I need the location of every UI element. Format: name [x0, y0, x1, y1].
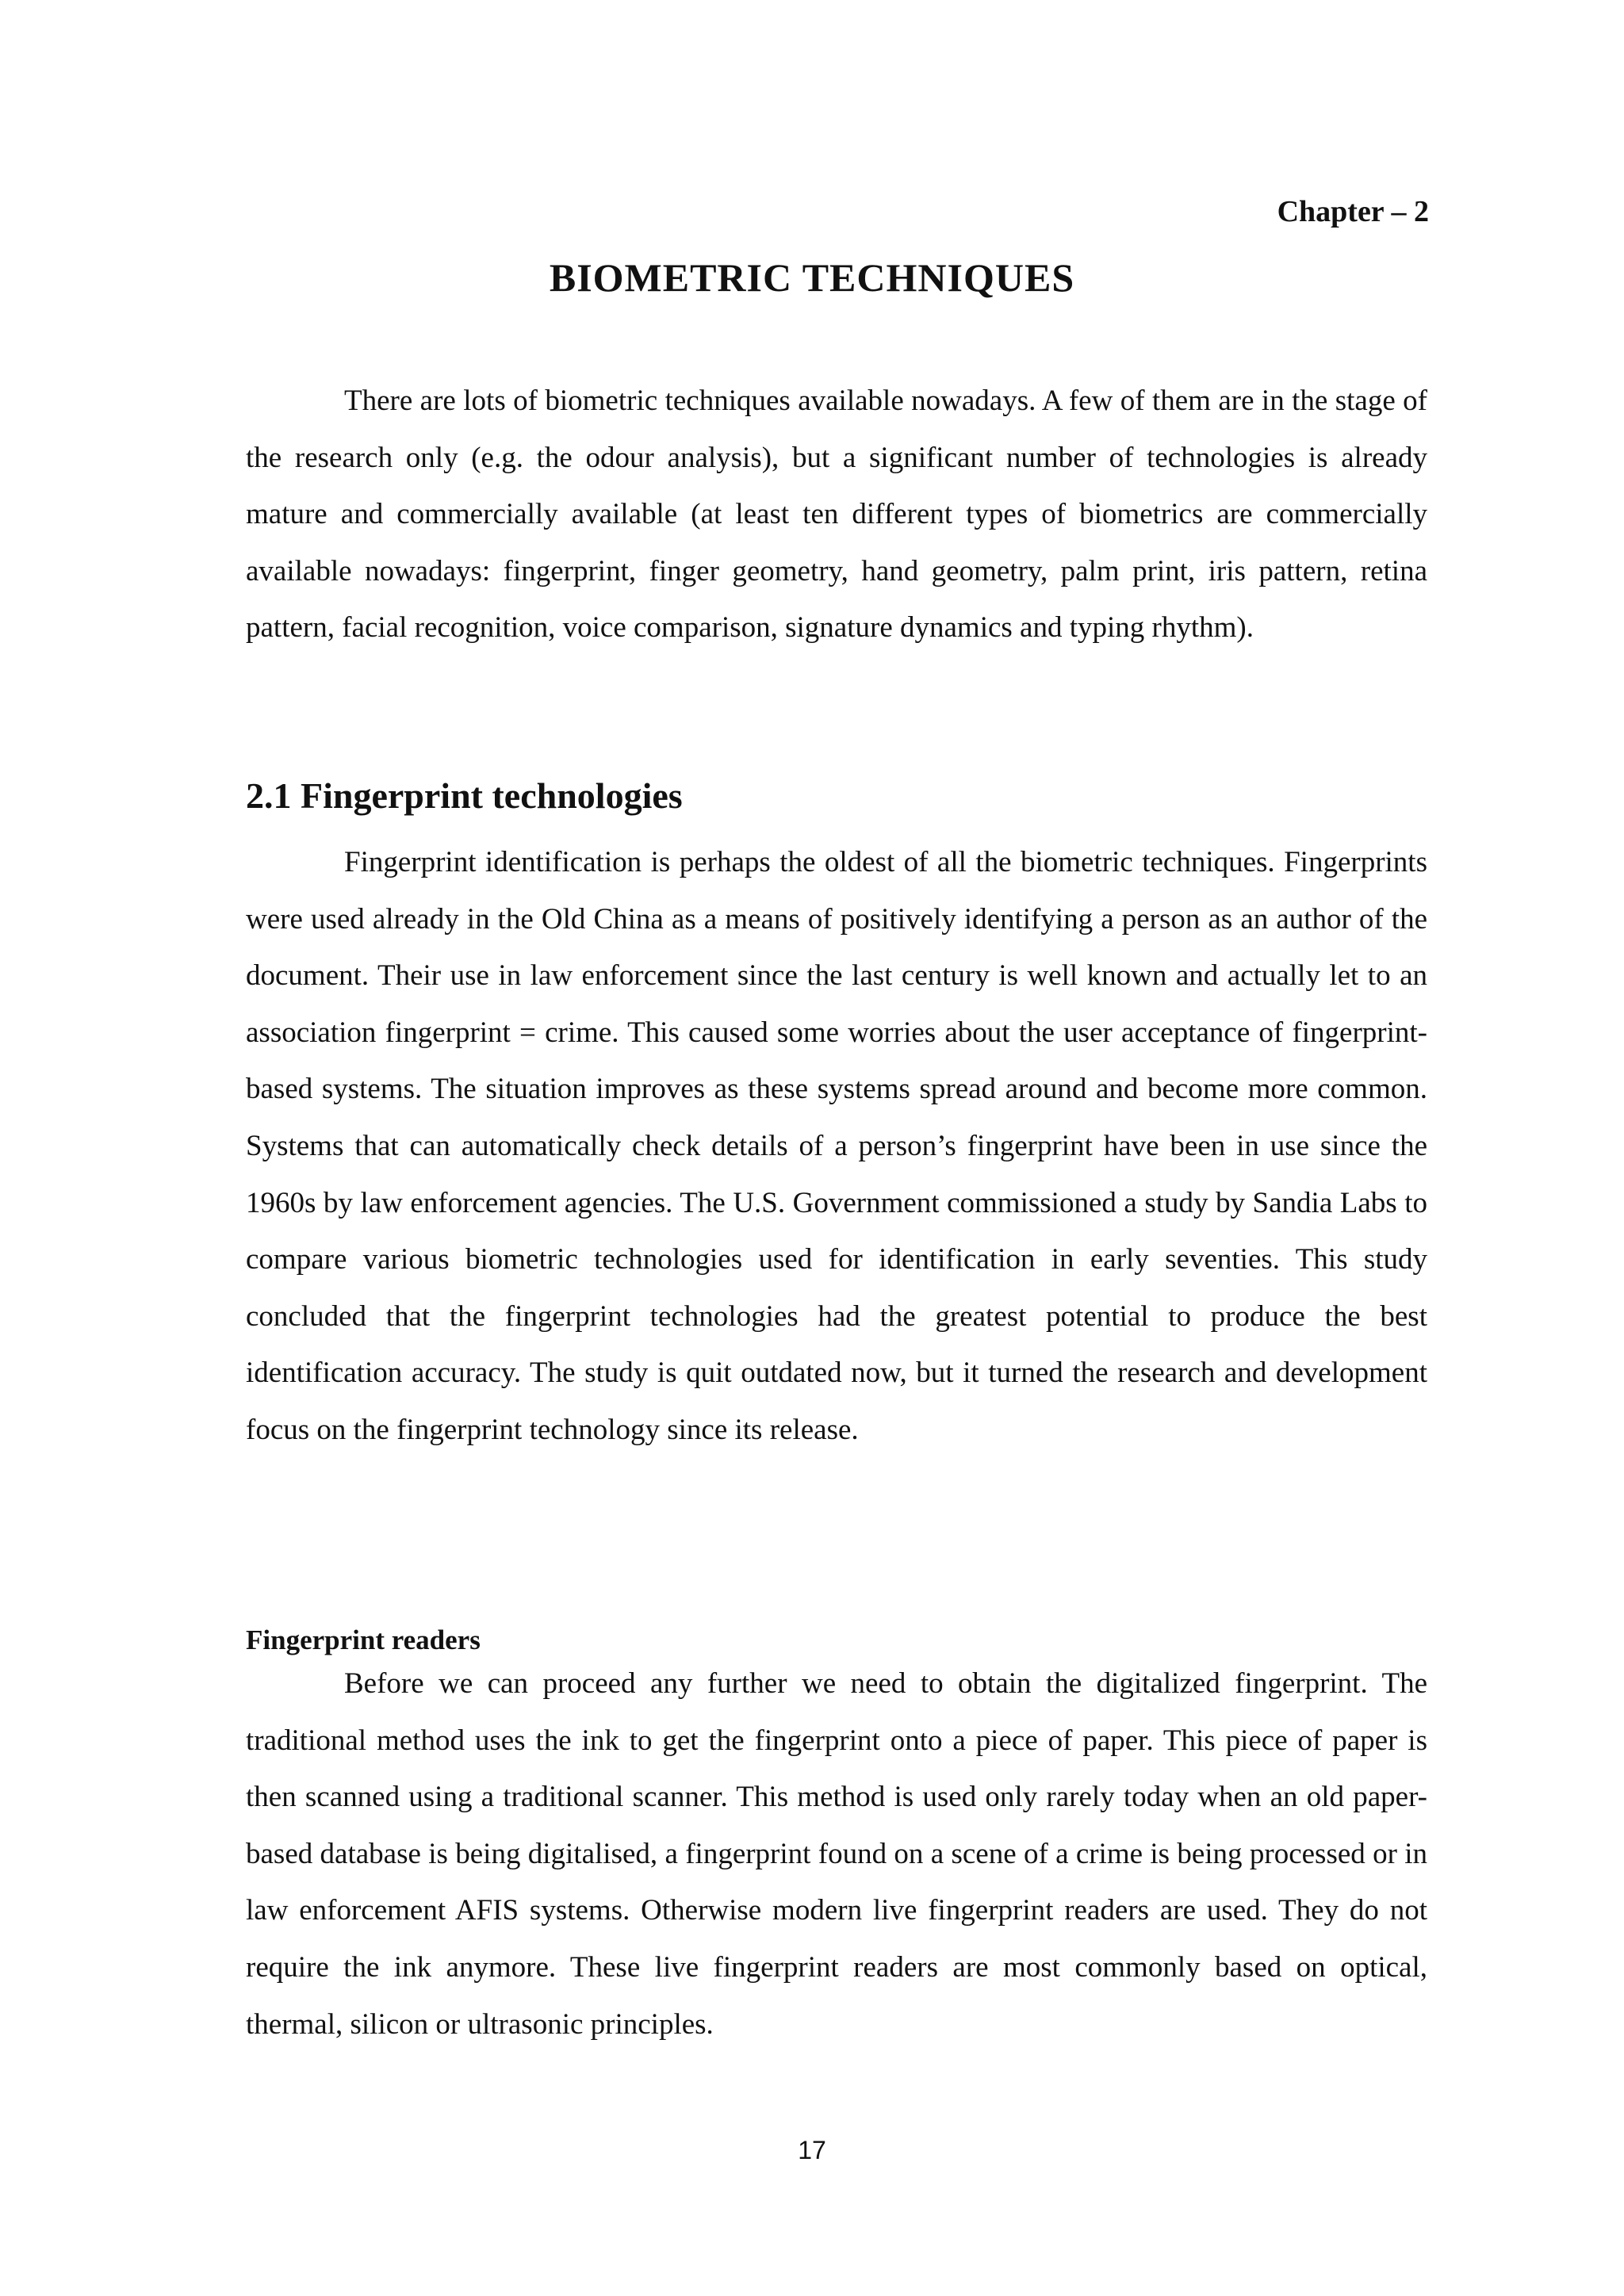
subsection-heading: Fingerprint readers [246, 1624, 481, 1655]
intro-paragraph: There are lots of biometric techniques available nowadays. A few of them are in the stage of the research only (e.g. the odour analysis), but a significant number of technologies is already mature and commercially available (at least ten different types of biometrics are commercially available nowadays: fingerprint, finger geometry, hand geometry, palm print, iris pattern, retina pattern, facial recognition, voice comparison, signature dynamics and typing rhythm). [246, 385, 1427, 645]
page-title: BIOMETRIC TECHNIQUES [549, 255, 1075, 300]
chapter-label: Chapter – 2 [1277, 195, 1429, 228]
section-heading: 2.1 Fingerprint technologies [246, 775, 683, 816]
section-paragraph: Fingerprint identification is perhaps the oldest of all the biometric techniques. Fingerprints were used already in the Old China as a means of positively identifying a person as an author of the document. Their use in law enforcement since the last century is well known and actually let to an association fingerprint = crime. This caused some worries about the user acceptance of fingerprint-based systems. The situation improves as these systems spread around and become more common. Systems that can automatically check details of a person’s fingerprint have been in use since the 1960s by law enforcement agencies. The U.S. Government commissioned a study by Sandia Labs to compare various biometric technologies used for identification in early seventies. This study concluded that the fingerprint technologies had the greatest potential to produce the best identification accuracy. The study is quit outdated now, but it turned the research and development focus on the fingerprint technology since its release. [246, 846, 1427, 1446]
page-number: 17 [798, 2136, 826, 2164]
subsection-paragraph: Before we can proceed any further we need to obtain the digitalized fingerprint. The traditional method uses the ink to get the fingerprint onto a piece of paper. This piece of paper is then scanned using a traditional scanner. This method is used only rarely today when an old paper-based database is being digitalised, a fingerprint found on a scene of a crime is being processed or in law enforcement AFIS systems. Otherwise modern live fingerprint readers are used. They do not require the ink anymore. These live fingerprint readers are most commonly based on optical, thermal, silicon or ultrasonic principles. [246, 1667, 1427, 2041]
